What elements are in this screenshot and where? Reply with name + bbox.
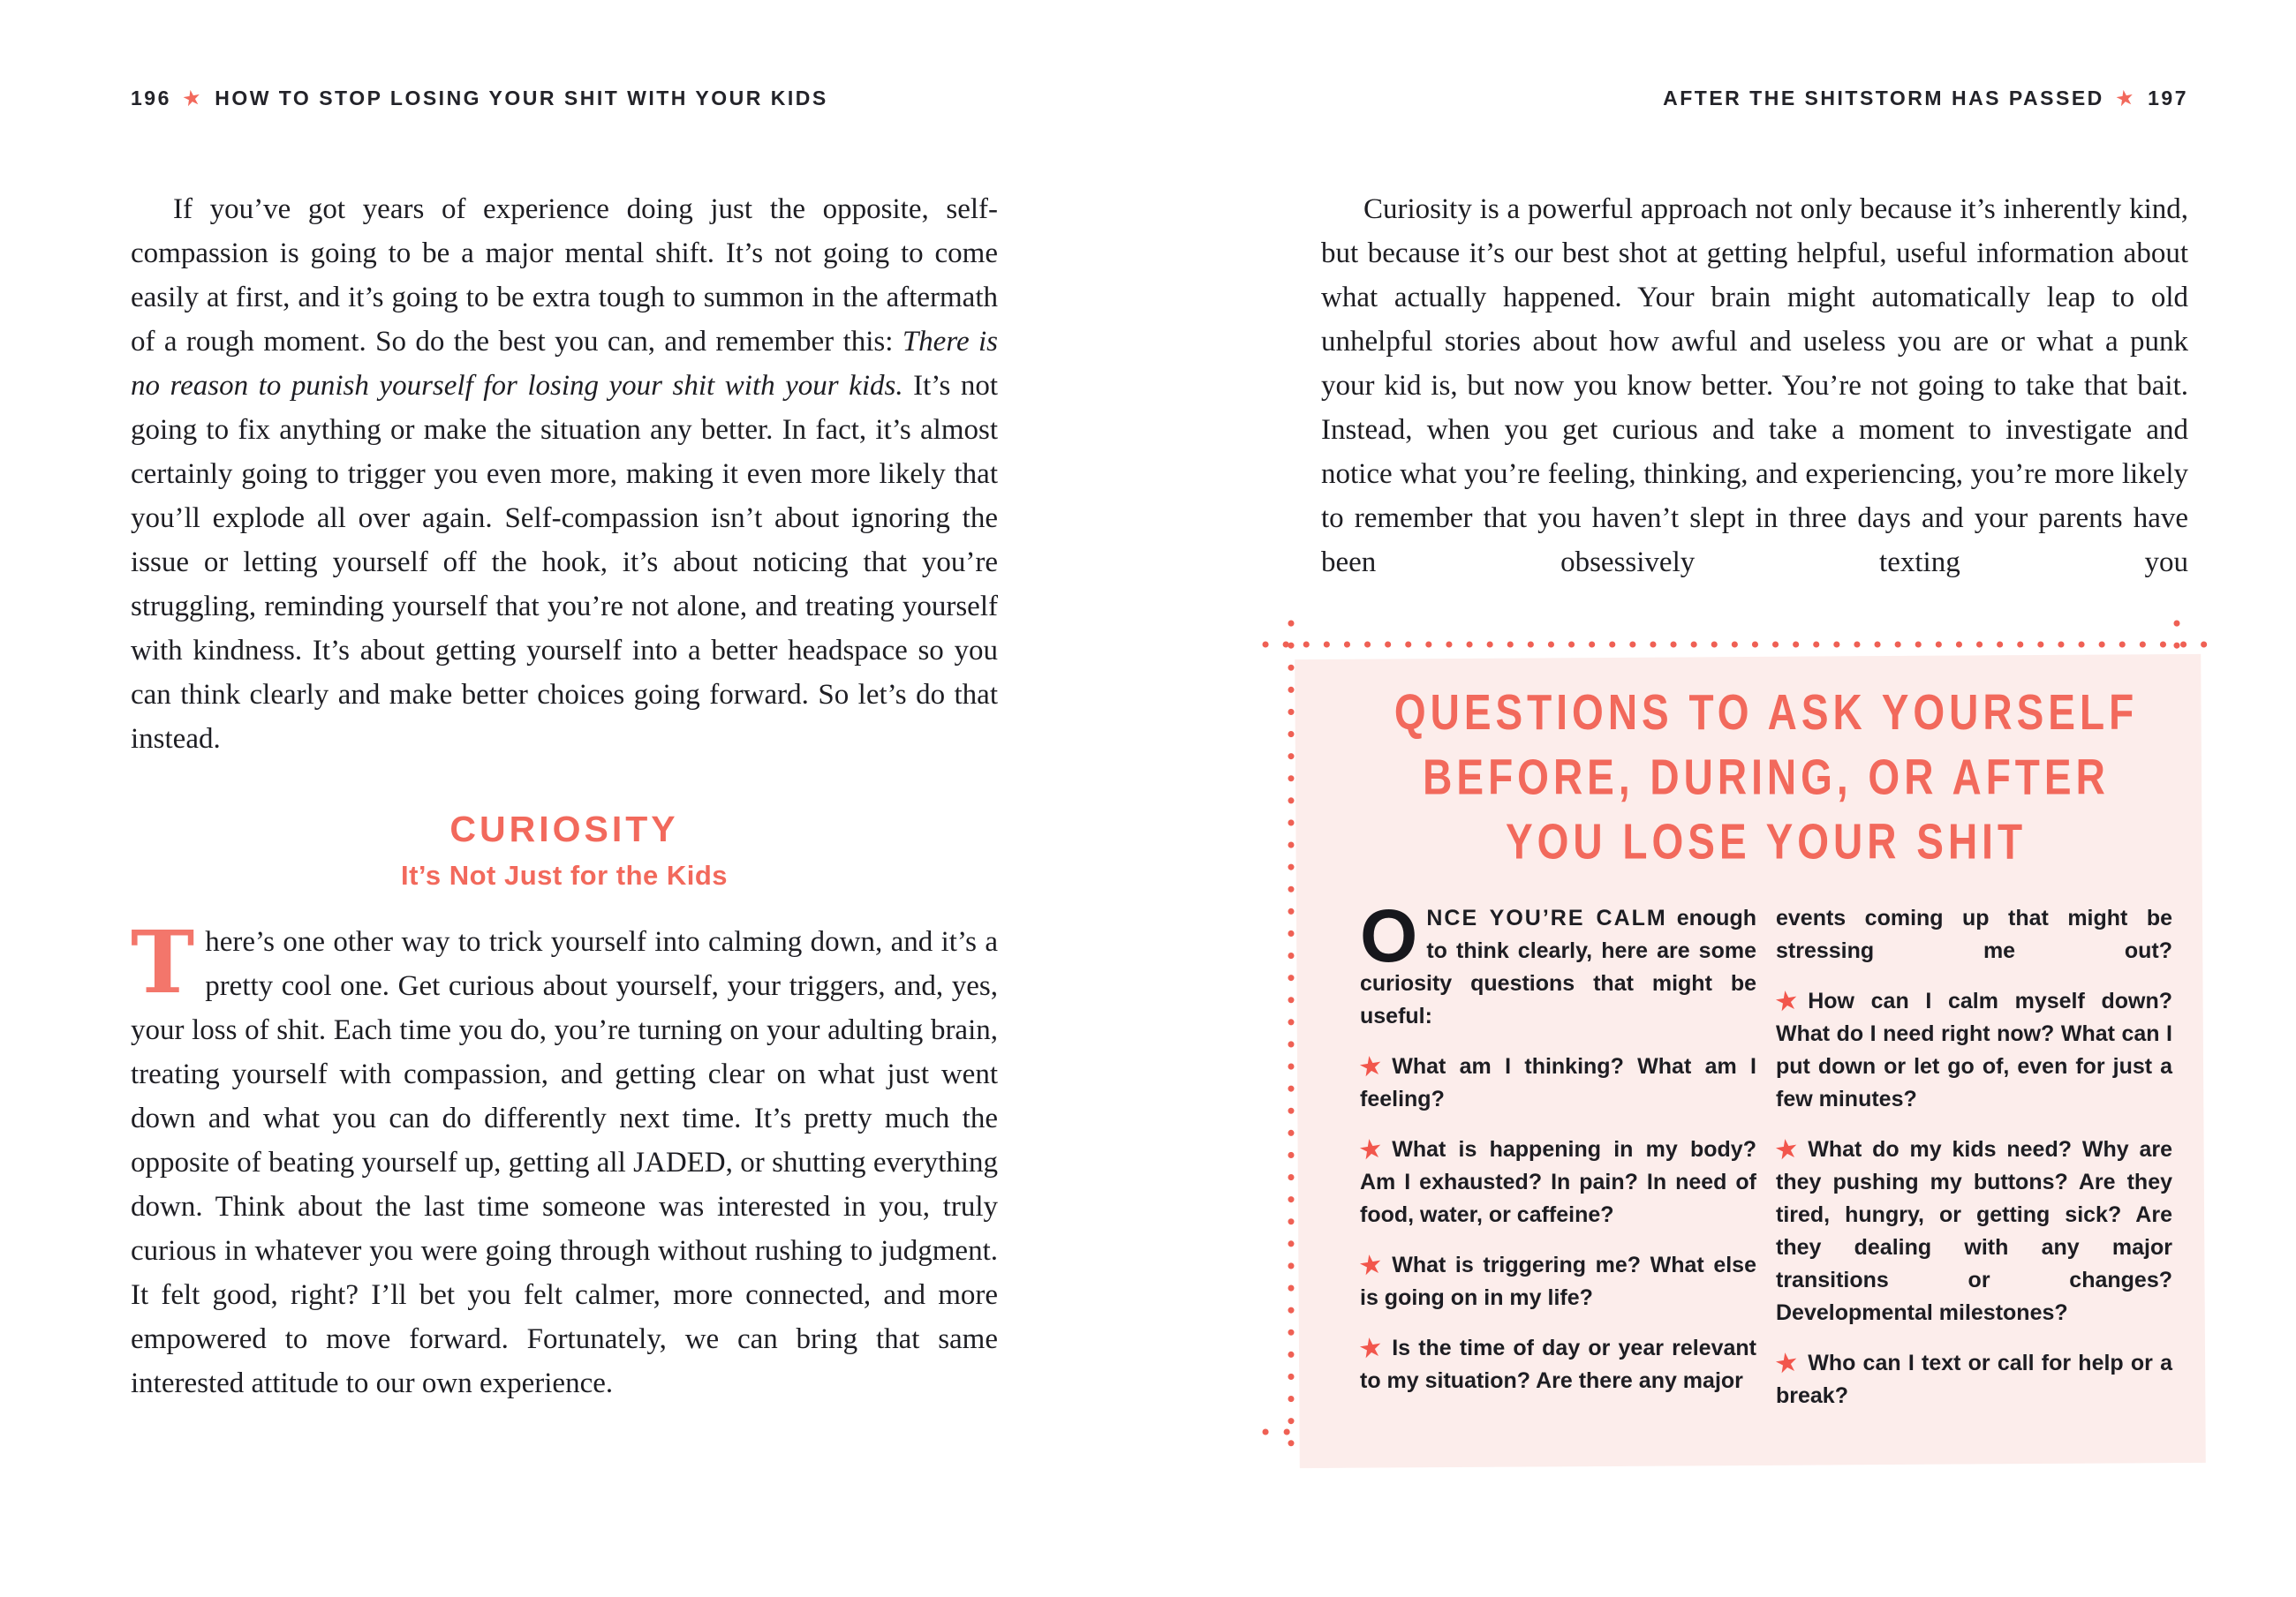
left-running-title: HOW TO STOP LOSING YOUR SHIT WITH YOUR KIDS: [215, 87, 828, 109]
section-heading-curiosity: CURIOSITY: [449, 809, 679, 849]
star-bullet-icon: ★: [1357, 1333, 1384, 1363]
question-item: [1773, 1346, 2172, 1412]
question-continuation: events coming up that might be stressing me out?: [1776, 906, 2172, 963]
star-bullet-icon: ★: [1773, 1134, 1800, 1164]
star-bullet-icon: ★: [1357, 1134, 1384, 1164]
box-title: [1360, 680, 2172, 874]
paragraph-curiosity-powerful: Curiosity is a powerful approach not only because it’s inherently kind, but because it’s our best shot at getting helpful, useful information about what actually happened. Your brain might automatically leap to old unhelpful stories about how awful and useless you are or what a punk your kid is, but now you know better. You’re not going to take that bait. Instead, when you get curious and take a moment to investigate and notice what you’re feeling, thinking, and experiencing, you’re more likely to remember that you haven’t slept in three days and your parents have been obsessively texting you: [1321, 193, 2188, 578]
intro-text: enough to think clearly, here are some curiosity questions that might be useful:: [1360, 906, 1756, 1028]
question-text: What is triggering me? What else is going on in my life?: [1360, 1253, 1756, 1310]
question-text: What is happening in my body? Am I exhausted? In pain? In need of food, water, or caffeine?: [1360, 1137, 1756, 1227]
paragraph-text: If you’ve got years of experience doing just the opposite, self-compassion is going to be a major mental shift. It’s not going to come easily at first, and it’s going to be extra tough to summon in the aftermath of a rough moment. So do the best you can, and remember this:: [131, 193, 998, 358]
right-page-number: 197: [2148, 87, 2188, 109]
box-left-column: [1357, 894, 1756, 1412]
paragraph-curiosity: [131, 912, 998, 1405]
right-running-head: [1321, 87, 2188, 110]
left-page-body: [131, 187, 998, 1405]
box-intro: [1360, 894, 1756, 1033]
question-item: [1357, 1050, 1756, 1116]
left-running-head: [131, 87, 828, 110]
question-text: How can I calm myself down? What do I need right now? What can I put down or let go of, even for just a few minutes?: [1776, 989, 2172, 1111]
paragraph-text: It’s not going to fix anything or make the situation any better. In fact, it’s almost certainly going to trigger you even more, making it even more likely that you’ll explode all over again. Self-compassion isn’t about ignoring the issue or letting yourself off the hook, it’s about noticing that you’re struggling, reminding yourself that you’re not alone, and treating yourself with kindness. It’s about getting yourself into a better headspace so you can think clearly and make better choices going forward. So let’s do that instead.: [131, 370, 998, 755]
box-content: [1357, 680, 2172, 1439]
dropcap-letter-t: T: [131, 912, 195, 1013]
question-text: Is the time of day or year relevant to my situation? Are there any major: [1360, 1336, 1756, 1393]
paragraph-text: here’s one other way to trick yourself into calming down, and it’s a pretty cool one. Get curious about yourself, your triggers, and, yes, your loss of shit. Each time you do, you’re turning on your adulting brain, treating yourself with compassion, and getting clear on what just went down and what you can do differently next time. It’s pretty much the opposite of beating yourself up, getting all JADED, or shutting everything down. Think about the last time someone was interested in you, truly curious in whatever you were going through without rushing to judgment. It felt good, right? I’ll bet you felt calmer, more connected, and more empowered to move forward. Fortunately, we can bring that same interested attitude to our own experience.: [131, 926, 998, 1399]
question-text: What do my kids need? Why are they pushing my buttons? Are they tired, hungry, or getting sick? Are they dealing with any major transitions or changes? Developmental milestones?: [1776, 1137, 2172, 1325]
box-right-column: [1773, 902, 2172, 1412]
left-page-number: 196: [131, 87, 171, 109]
question-text: What am I thinking? What am I feeling?: [1360, 1054, 1756, 1111]
right-page-body: [1321, 187, 2188, 584]
box-title-line: BEFORE, DURING, OR AFTER: [1423, 749, 2110, 805]
questions-box: [1285, 636, 2203, 1474]
star-icon: ★: [2114, 87, 2137, 110]
box-title-line: QUESTIONS TO ASK YOURSELF: [1393, 683, 2139, 741]
star-bullet-icon: ★: [1357, 1250, 1384, 1280]
paragraph-self-compassion: [131, 187, 998, 761]
dropcap-letter-o: O: [1360, 894, 1418, 977]
question-item: [1773, 984, 2172, 1116]
intro-lead-caps: NCE YOU’RE CALM: [1426, 906, 1667, 930]
question-item: [1357, 1133, 1756, 1232]
star-bullet-icon: ★: [1773, 1348, 1800, 1378]
star-bullet-icon: ★: [1773, 986, 1800, 1016]
italic-phrase: There is no reason to punish yourself for losing your shit with your kids.: [131, 326, 999, 402]
question-item: [1773, 1133, 2172, 1330]
box-title-line: YOU LOSE YOUR SHIT: [1505, 813, 2028, 870]
star-bullet-icon: ★: [1357, 1051, 1384, 1081]
question-item: [1357, 1248, 1756, 1315]
question-item: [1357, 1331, 1756, 1397]
star-icon: ★: [181, 87, 204, 110]
right-running-title: AFTER THE SHITSTORM HAS PASSED: [1663, 87, 2104, 109]
question-text: Who can I text or call for help or a break?: [1776, 1351, 2172, 1408]
section-subheading: It’s Not Just for the Kids: [400, 860, 729, 891]
